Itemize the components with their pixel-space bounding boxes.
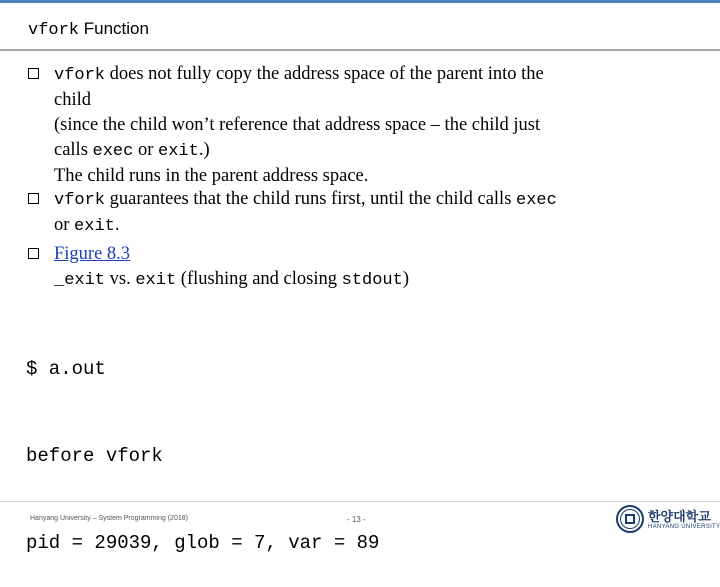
bullet-line [29, 138, 689, 164]
footer-course-label: Hanyang University – System Programming (2018) [30, 515, 188, 522]
bullet-text: or [133, 140, 159, 160]
bullet-line [29, 267, 689, 293]
inline-code: stdout [341, 271, 403, 290]
bullet-text: .) [198, 140, 210, 160]
checkbox-bullet-icon [28, 193, 39, 204]
checkbox-bullet-icon [28, 248, 39, 259]
bullet-text: . [114, 215, 120, 235]
logo-english-text: HANYANG UNIVERSITY [648, 524, 720, 530]
terminal-line: before vfork [26, 445, 163, 467]
bullet-line [29, 88, 689, 113]
bullet-text: The child runs in the parent address space. [54, 166, 369, 186]
logo-korean-text: 한양대학교 [648, 510, 711, 525]
university-logo [616, 505, 720, 535]
figure-link[interactable]: Figure 8.3 [54, 244, 131, 264]
bullet-line [29, 213, 689, 239]
bullet-text: (flushing and closing [176, 269, 342, 289]
bullet-text: ) [402, 269, 409, 289]
checkbox-bullet-icon [28, 68, 39, 79]
terminal-line: $ a.out [26, 358, 106, 380]
title-code: vfork [28, 21, 80, 40]
bullet-line [29, 164, 689, 189]
bullet-line [29, 187, 689, 213]
bullet-text: or [54, 215, 75, 235]
bullet-text: child [54, 90, 91, 110]
bullet-text: vs. [105, 269, 136, 289]
bullet-line [29, 62, 689, 88]
bullet-vfork-copy [29, 62, 689, 189]
bullet-line [29, 113, 689, 138]
bullet-text: (since the child won’t reference that address space – the child just [54, 115, 541, 135]
inline-code: vfork [54, 66, 106, 85]
terminal-line: pid = 29039, glob = 7, var = 89 [26, 532, 380, 554]
inline-code: exit [158, 142, 199, 161]
bullet-figure [29, 242, 689, 293]
inline-code: _exit [54, 271, 106, 290]
bullet-text: calls [54, 140, 93, 160]
bullet-line [29, 242, 689, 267]
inline-code: exec [516, 191, 557, 210]
title-text: Function [79, 19, 149, 38]
inline-code: vfork [54, 191, 106, 210]
bullet-text: does not fully copy the address space of the parent into the [105, 64, 544, 84]
inline-code: exit [135, 271, 177, 290]
footer-divider [0, 501, 720, 502]
slide-title [28, 19, 149, 40]
bullet-text: guarantees that the child runs first, until the child calls [105, 189, 517, 209]
title-bar [0, 3, 720, 51]
inline-code: exec [92, 142, 134, 161]
bullet-vfork-guarantee [29, 187, 689, 239]
terminal-output [26, 297, 379, 587]
page-number: - 13 - [347, 515, 366, 524]
university-seal-icon [616, 505, 644, 533]
inline-code: exit [74, 217, 115, 236]
